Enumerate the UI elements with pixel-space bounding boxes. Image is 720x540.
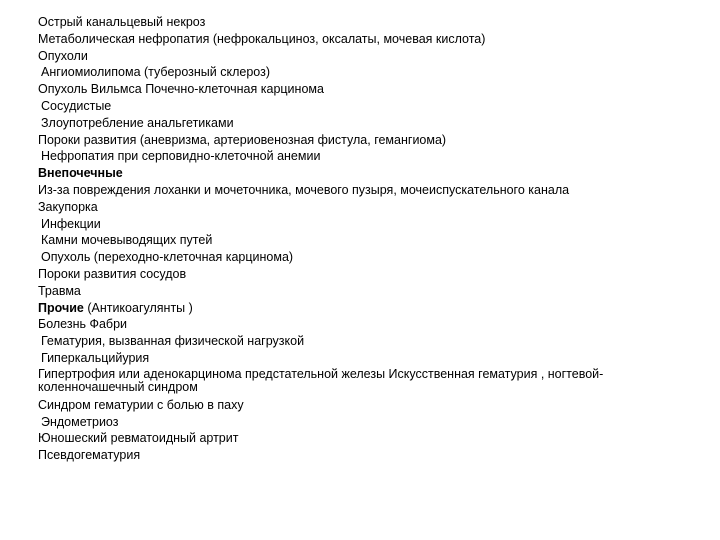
text-line: Инфекции — [41, 216, 101, 231]
text-line: Травма — [38, 283, 81, 298]
section-heading: Внепочечные — [38, 166, 123, 181]
text-line: Закупорка — [38, 199, 98, 214]
text-line: Пороки развития (аневризма, артериовенозная фистула, гемангиома) — [38, 132, 447, 147]
text-line: Метаболическая нефропатия (нефрокальциноз, оксалаты, мочевая кислота) — [38, 31, 486, 46]
text-line: Гиперкальцийурия — [41, 350, 150, 365]
text-line: Синдром гематурии с болью в паху — [38, 397, 244, 412]
text-line: Сосудистые — [41, 98, 112, 113]
text-line: Опухоль (переходно-клеточная карцинома) — [41, 250, 294, 265]
text-line: Опухоли — [38, 48, 88, 63]
text-line: Эндометриоз — [41, 414, 119, 429]
text-line: Ангиомиолипома (туберозный склероз) — [41, 65, 270, 80]
text-line: Нефропатия при серповидно-клеточной анемии — [41, 149, 321, 164]
text-fragment: (Антикоагулянты ) — [83, 300, 193, 315]
text-line: Из-за повреждения лоханки и мочеточника, мочевого пузыря, мочеиспускательного канала — [38, 182, 570, 197]
text-line: Гипертрофия или аденокарцинома предстательной железы Искусственная гематурия , ногтевой-коленночашечный синдром — [38, 366, 604, 395]
text-body — [38, 14, 688, 464]
text-line: Гематурия, вызванная физической нагрузкой — [41, 334, 305, 349]
text-line: Псевдогематурия — [38, 448, 141, 463]
text-line: Пороки развития сосудов — [38, 266, 187, 281]
section-heading: Прочие — [38, 300, 84, 315]
text-line: Опухоль Вильмса Почечно-клеточная карцинома — [38, 82, 324, 97]
text-line: Камни мочевыводящих путей — [41, 233, 213, 248]
text-line: Юношеский ревматоидный артрит — [38, 431, 239, 446]
text-line: Болезнь Фабри — [38, 317, 128, 332]
text-line: Злоупотребление анальгетиками — [41, 115, 234, 130]
text-line: Острый канальцевый некроз — [38, 15, 206, 29]
text-line — [38, 300, 688, 317]
